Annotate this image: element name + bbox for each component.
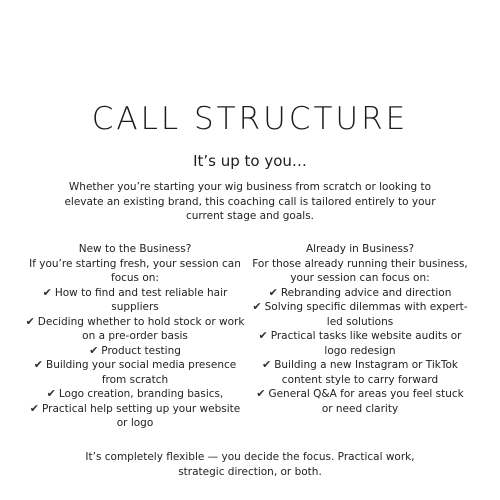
list-item <box>250 387 470 416</box>
footer-note: It’s completely flexible — you decide the focus. Practical work, strategic direction, or both. <box>85 451 415 478</box>
checkmark-icon: ✔ <box>261 358 272 371</box>
checkmark-icon: ✔ <box>256 387 266 400</box>
new-business-heading: New to the Business? <box>78 243 192 255</box>
list-item <box>250 358 470 387</box>
new-business-list <box>25 286 245 431</box>
checkmark-icon: ✔ <box>258 329 268 342</box>
list-item <box>25 358 245 387</box>
list-item <box>250 329 470 358</box>
list-item-text: Product testing <box>101 344 181 357</box>
list-item-text: Practical help setting up your website or logo <box>41 402 241 429</box>
list-item-text: Building a new Instagram or TikTok content style to carry forward <box>274 359 459 386</box>
list-item-text: Logo creation, branding basics, <box>58 388 224 400</box>
list-item-text: Practical tasks like website audits or logo redesign <box>270 330 462 357</box>
list-item <box>250 286 470 301</box>
list-item <box>25 286 245 315</box>
list-item <box>25 402 245 431</box>
existing-business-list <box>250 286 470 417</box>
list-item-text: Solving specific dilemmas with expert-led solutions <box>264 301 468 328</box>
existing-business-column <box>250 242 470 416</box>
list-item-text: Rebranding advice and direction <box>280 286 452 299</box>
checkmark-icon: ✔ <box>33 358 43 371</box>
intro-paragraph: Whether you’re starting your wig business from scratch or looking to elevate an existing brand, this coaching call is tailored entirely to your current stage and goals. <box>64 181 436 222</box>
list-item-text: Deciding whether to hold stock or work on a pre-order basis <box>37 315 245 342</box>
checkmark-icon: ✔ <box>29 401 39 415</box>
page-title: CALL STRUCTURE <box>91 101 409 137</box>
checkmark-icon: ✔ <box>268 285 278 299</box>
list-item <box>25 344 245 359</box>
checkmark-icon: ✔ <box>42 285 52 299</box>
checkmark-icon: ✔ <box>25 314 35 328</box>
checkmark-icon: ✔ <box>46 387 56 400</box>
list-item <box>250 300 470 329</box>
list-item <box>25 315 245 344</box>
checkmark-icon: ✔ <box>252 300 262 313</box>
list-item-text: Building your social media presence from scratch <box>45 359 237 386</box>
list-item <box>25 387 245 402</box>
page-subtitle: It’s up to you… <box>193 152 307 170</box>
new-business-column <box>25 242 245 431</box>
checkmark-icon: ✔ <box>89 343 99 357</box>
existing-business-intro: For those already running their business, your session can focus on: <box>252 257 468 284</box>
list-item-text: General Q&A for areas you feel stuck or need clarity <box>268 388 464 415</box>
new-business-intro: If you’re starting fresh, your session can focus on: <box>29 257 241 284</box>
existing-business-heading: Already in Business? <box>305 243 415 255</box>
list-item-text: How to find and test reliable hair suppliers <box>54 286 228 313</box>
